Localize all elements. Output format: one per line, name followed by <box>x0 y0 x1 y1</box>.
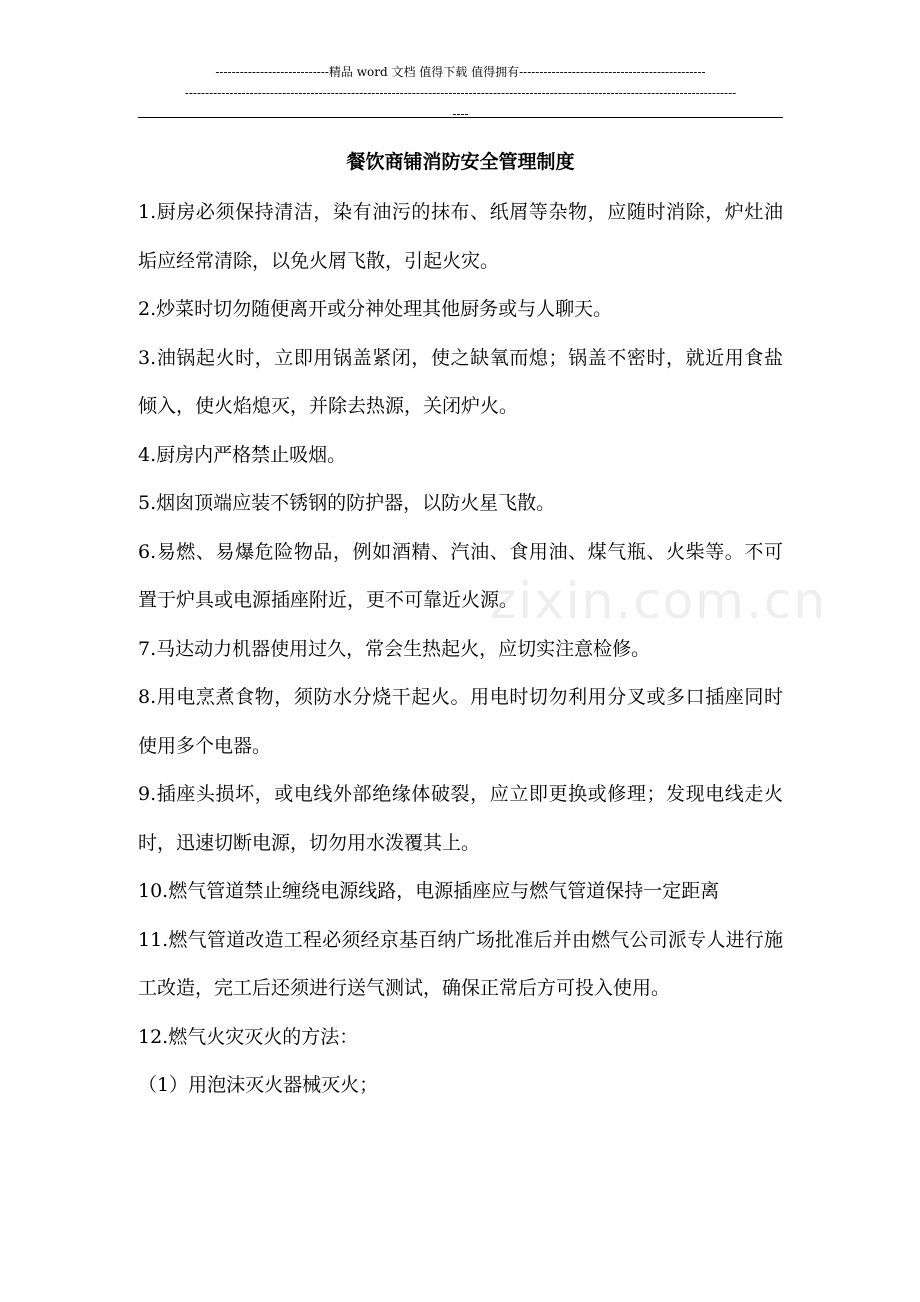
paragraph-1: 1.厨房必须保持清洁，染有油污的抹布、纸屑等杂物，应随时消除，炉灶油垢应经常清除，以免火屑飞散，引起火灾。 <box>138 201 783 272</box>
document-title: 餐饮商铺消防安全管理制度 <box>346 151 575 173</box>
paragraph-12: 12.燃气火灾灭火的方法： <box>138 1025 359 1048</box>
paragraph-13: （1）用泡沫灭火器械灭火； <box>138 1074 379 1096</box>
page-header <box>138 62 783 125</box>
header-divider <box>138 117 783 118</box>
paragraph-2: 2.炒菜时切勿随便离开或分神处理其他厨务或与人聊天。 <box>138 298 613 320</box>
paragraph-9: 9.插座头损坏，或电线外部绝缘体破裂，应立即更换或修理；发现电线走火时，迅速切断电源，切勿用水泼覆其上。 <box>138 783 783 854</box>
header-line-1: ----------------------------精品 word 文档 值得下载 值得拥有---------------------------------------------- <box>215 65 706 79</box>
document-body <box>138 188 783 1110</box>
paragraph-11: 11.燃气管道改造工程必须经京基百纳广场批准后并由燃气公司派专人进行施工改造，完工后还须进行送气测试，确保正常后方可投入使用。 <box>138 928 783 999</box>
paragraph-10: 10.燃气管道禁止缠绕电源线路，电源插座应与燃气管道保持一定距离 <box>138 880 720 902</box>
paragraph-8: 8.用电烹煮食物，须防水分烧干起火。用电时切勿利用分叉或多口插座同时使用多个电器。 <box>138 686 783 757</box>
paragraph-7: 7.马达动力机器使用过久，常会生热起火，应切实注意检修。 <box>138 637 651 660</box>
watermark: zixin.com.cn <box>490 572 828 630</box>
paragraph-4: 4.厨房内严格禁止吸烟。 <box>138 443 347 466</box>
paragraph-6: 6.易燃、易爆危险物品，例如酒精、汽油、食用油、煤气瓶、火柴等。不可置于炉具或电源插座附近，更不可靠近火源。 <box>138 540 783 611</box>
paragraph-5: 5.烟囱顶端应装不锈钢的防护器，以防火星飞散。 <box>138 492 556 514</box>
header-line-3: ---- <box>452 107 469 121</box>
header-line-2: ---------------------------------------------------------------------------------------------------------------------------------------- <box>184 86 737 100</box>
paragraph-3: 3.油锅起火时，立即用锅盖紧闭，使之缺氧而熄；锅盖不密时，就近用食盐倾入，使火焰熄灭，并除去热源，关闭炉火。 <box>138 346 783 417</box>
